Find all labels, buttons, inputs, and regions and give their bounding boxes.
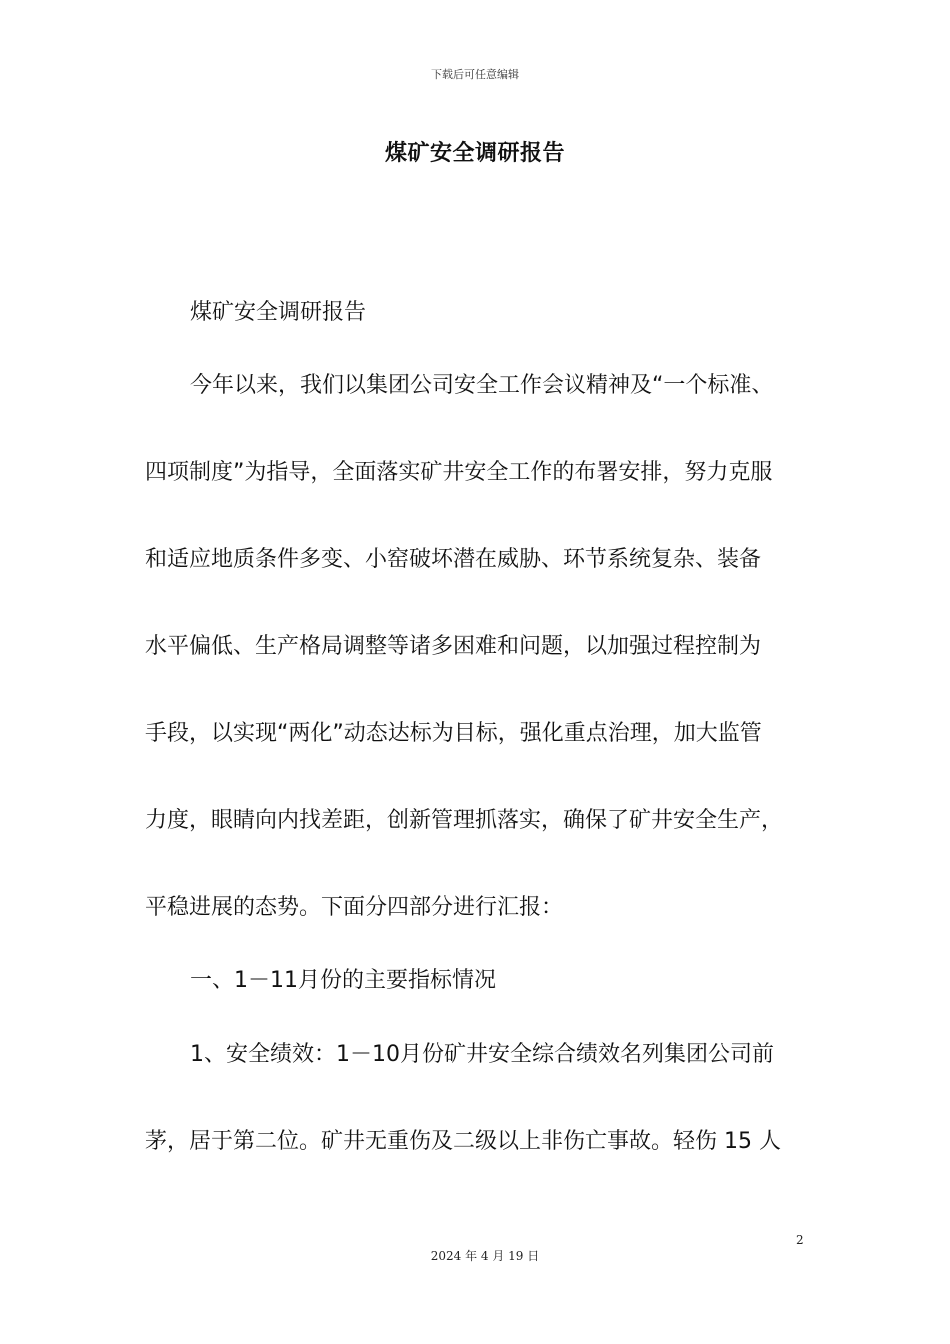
footer-date: 2024 年 4 月 19 日 — [430, 1249, 540, 1263]
body-line: 1、安全绩效：1－10月份矿井安全综合绩效名列集团公司前 — [190, 1042, 774, 1067]
body-line: 今年以来，我们以集团公司安全工作会议精神及“一个标准、 — [190, 373, 774, 398]
header-note: 下载后可任意编辑 — [431, 68, 519, 81]
page-number: 2 — [796, 1233, 804, 1247]
document-title: 煤矿安全调研报告 — [384, 141, 565, 166]
body-line: 一、1－11月份的主要指标情况 — [190, 968, 496, 993]
body-line: 煤矿安全调研报告 — [190, 300, 367, 325]
body-line: 茅，居于第二位。矿井无重伤及二级以上非伤亡事故。轻伤 15 人 — [145, 1129, 781, 1154]
body-line: 力度，眼睛向内找差距，创新管理抓落实，确保了矿井安全生产， — [145, 808, 784, 833]
body-line: 和适应地质条件多变、小窑破坏潜在威胁、环节系统复杂、装备 — [145, 547, 762, 572]
body-line: 四项制度”为指导，全面落实矿井安全工作的布署安排，努力克服 — [145, 460, 773, 485]
body-line: 水平偏低、生产格局调整等诸多困难和问题，以加强过程控制为 — [145, 634, 762, 659]
body-line: 手段，以实现“两化”动态达标为目标，强化重点治理，加大监管 — [145, 721, 762, 746]
body-line: 平稳进展的态势。下面分四部分进行汇报： — [145, 895, 564, 920]
